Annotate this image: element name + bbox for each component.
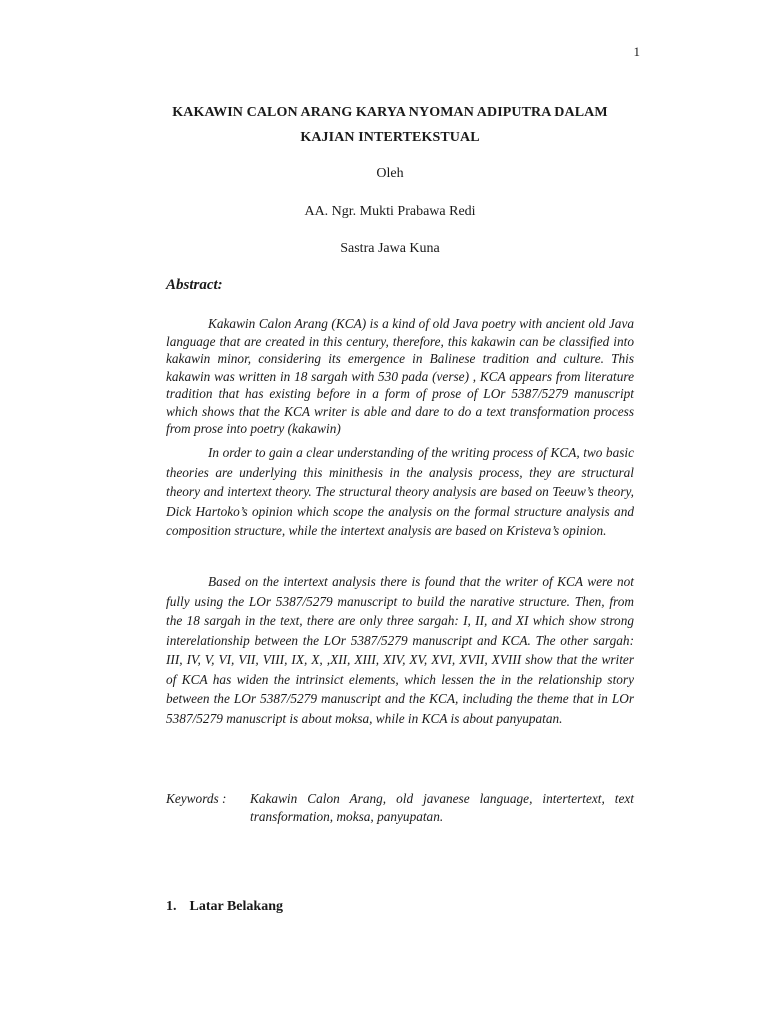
keywords-block — [166, 790, 634, 826]
author-department: Sastra Jawa Kuna — [340, 241, 440, 256]
abstract-paragraph-3: Based on the intertext analysis there is found that the writer of KCA were not fully using the LOr 5387/5279 manuscript to build the narative structure. Then, from the 18 sargah in the text, there are only three sargah: I, II, and XI which show strong interelationship between the LOr 5387/5279 manuscript and KCA. The other sargah: III, IV, V, VI, VII, VIII, IX, X, ,XII, XIII, XIV, XV, XVI, XVII, XVIII show that the writer of KCA has widen the intrinsict elements, which lessen the in the relationship story between the LOr 5387/5279 manuscript and the KCA, including the theme that in LOr 5387/5279 manuscript is about moksa, while in KCA is about panyupatan. — [166, 574, 634, 726]
section-title: Latar Belakang — [189, 899, 283, 914]
keywords-text: Kakawin Calon Arang, old javanese language, intertertext, text transformation, moksa, panyupatan. — [250, 791, 634, 824]
paper-title-line-2: KAJIAN INTERTEKSTUAL — [300, 130, 480, 145]
page-number: 1 — [633, 44, 640, 59]
keywords-label: Keywords : — [166, 791, 227, 806]
section-heading — [166, 899, 283, 915]
byline-oleh: Oleh — [376, 166, 404, 181]
paper-title-line-1: KAKAWIN CALON ARANG KARYA NYOMAN ADIPUTRA DALAM — [172, 105, 608, 120]
section-number: 1. — [166, 899, 177, 914]
abstract-paragraph-2: In order to gain a clear understanding of the writing process of KCA, two basic theories are underlying this minithesis in the analysis process, they are structural theory and intertext theory. The structural theory analysis are based on Teeuw’s theory, Dick Hartoko’s opinion which scope the analysis on the formal structure analysis and composition structure, while the intertext analysis are based on Kristeva’s opinion. — [166, 445, 634, 538]
abstract-paragraph-1: Kakawin Calon Arang (KCA) is a kind of old Java poetry with ancient old Java language that are created in this century, therefore, this kakawin can be classified into kakawin minor, considering its emergence in Balinese tradition and culture. This kakawin was written in 18 sargah with 530 pada (verse) , KCA appears from literature tradition that has existing before in a form of prose of LOr 5387/5279 manuscript which shows that the KCA writer is able and dare to do a text transformation process from prose into poetry (kakawin) — [166, 316, 634, 436]
author-name: AA. Ngr. Mukti Prabawa Redi — [304, 204, 476, 219]
abstract-heading: Abstract: — [166, 277, 223, 293]
